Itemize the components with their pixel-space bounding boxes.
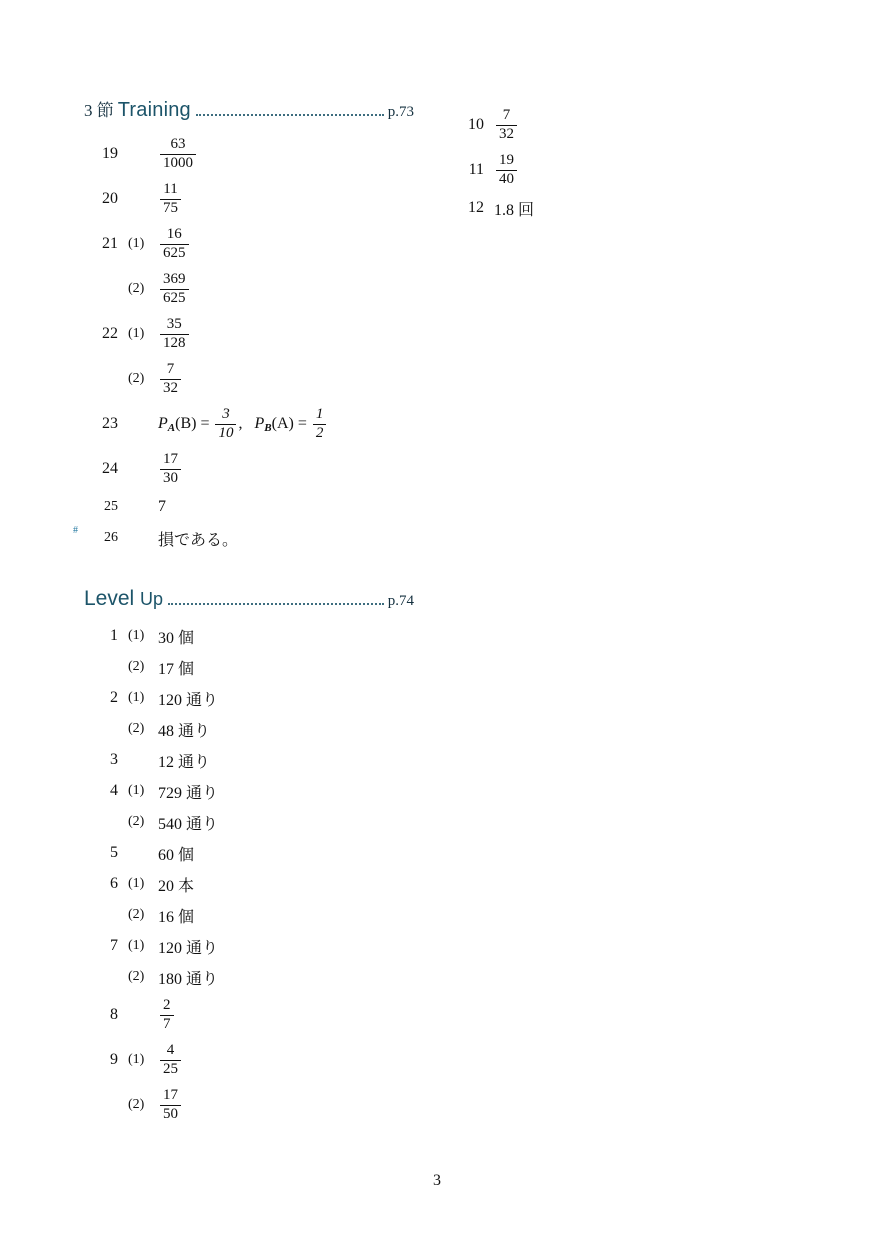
- fraction: [313, 407, 327, 442]
- fraction-denominator: 625: [163, 289, 186, 306]
- answer-row: [84, 267, 414, 311]
- comma-separator: ,: [238, 415, 243, 432]
- answer-row: [84, 931, 414, 961]
- item-sub: (1): [128, 628, 145, 643]
- item-number: 11: [468, 161, 484, 178]
- fraction-numerator: 1: [315, 405, 324, 422]
- answer-row: [450, 103, 690, 147]
- fraction-denominator: 75: [163, 199, 178, 216]
- answer-row: [84, 962, 414, 992]
- item-number: 7: [110, 937, 118, 954]
- probability-symbol-a: P: [158, 415, 168, 432]
- answer-row: [84, 993, 414, 1037]
- fraction-denominator: 32: [163, 379, 178, 396]
- fraction-numerator: 63: [170, 135, 186, 152]
- item-number: 8: [110, 1006, 118, 1023]
- item-number: 26: [104, 530, 118, 545]
- item-answer: 120 通り: [158, 691, 219, 709]
- item-answer: 30 個: [158, 629, 195, 647]
- item-answer: [158, 1043, 183, 1078]
- item-answer: [158, 182, 183, 217]
- section-page-ref: p.74: [387, 593, 414, 609]
- item-sub: (1): [128, 236, 145, 251]
- item-answer: [158, 227, 191, 262]
- equals-sign: =: [297, 415, 307, 432]
- leader-dots: [196, 113, 384, 116]
- item-answer: [158, 407, 328, 442]
- fraction-numerator: 7: [166, 360, 175, 377]
- section-title-levelup: [84, 587, 163, 611]
- item-number: 6: [110, 875, 118, 892]
- section-levelup: [84, 587, 414, 1127]
- answer-row: [84, 357, 414, 401]
- fraction: [496, 108, 517, 143]
- math-expression-conditional-probability: [158, 407, 328, 442]
- fraction-denominator: 25: [163, 1060, 178, 1077]
- fraction-numerator: 2: [163, 996, 171, 1013]
- item-sub: (2): [128, 371, 145, 386]
- item-answer: [158, 362, 183, 397]
- section-prefix: 3 節: [84, 101, 114, 120]
- answer-row: [84, 447, 414, 491]
- fraction-numerator: 19: [499, 151, 514, 168]
- answer-row: [84, 312, 414, 356]
- probability-symbol-b: P: [254, 415, 265, 432]
- item-answer: 20 本: [158, 877, 195, 895]
- item-number: 20: [102, 190, 118, 207]
- answer-row: [73, 523, 414, 553]
- fraction-denominator: 32: [499, 125, 514, 142]
- answer-row: [84, 652, 414, 682]
- item-sub: (1): [128, 1052, 145, 1067]
- levelup-title-a: Level: [84, 587, 135, 610]
- item-number: 5: [110, 844, 118, 861]
- answer-row: [84, 402, 414, 446]
- equals-sign: =: [200, 415, 210, 432]
- answer-row: [84, 807, 414, 837]
- item-sub: (1): [128, 938, 145, 953]
- answer-row: [84, 492, 414, 522]
- item-number: 3: [110, 751, 118, 768]
- item-sub: (1): [128, 876, 145, 891]
- fraction: [160, 317, 189, 352]
- item-answer: 1.8 回: [494, 201, 535, 219]
- item-answer: 12 通り: [158, 753, 211, 771]
- fraction-numerator: 3: [222, 405, 230, 422]
- item-answer: 17 個: [158, 660, 195, 678]
- answer-row: [450, 148, 690, 192]
- item-sub: (2): [128, 281, 145, 296]
- fraction: [160, 227, 189, 262]
- item-sub: (1): [128, 690, 145, 705]
- fraction-denominator: 50: [163, 1105, 178, 1122]
- answer-row: [84, 714, 414, 744]
- left-column: [73, 96, 414, 1128]
- fraction-numerator: 4: [166, 1041, 175, 1058]
- supplement-marker: #: [73, 525, 78, 536]
- fraction-numerator: 16: [166, 225, 182, 242]
- item-number: 9: [110, 1051, 118, 1068]
- probability-argument-a: (B): [175, 415, 197, 432]
- item-sub: (2): [128, 814, 145, 829]
- item-sub: (2): [128, 1097, 145, 1112]
- fraction-denominator: 2: [315, 424, 324, 441]
- fraction-denominator: 128: [163, 334, 186, 351]
- item-number: 21: [102, 235, 118, 252]
- answer-row: [84, 838, 414, 868]
- item-answer: [158, 998, 176, 1033]
- item-sub: (2): [128, 659, 145, 674]
- item-answer: [494, 108, 519, 143]
- page-number: 3: [433, 1172, 441, 1189]
- item-number: 4: [110, 782, 118, 799]
- item-number: 2: [110, 689, 118, 706]
- item-answer: [158, 317, 191, 352]
- fraction: [160, 137, 196, 172]
- probability-subscript-b: B: [264, 422, 272, 434]
- answer-row: [84, 683, 414, 713]
- fraction-numerator: 7: [502, 106, 511, 123]
- item-sub: (1): [128, 783, 145, 798]
- item-sub: (2): [128, 721, 145, 736]
- fraction: [160, 182, 181, 217]
- answer-row: [84, 222, 414, 266]
- fraction-denominator: 625: [163, 244, 186, 261]
- section-page-ref: p.73: [387, 104, 414, 120]
- answer-row: [84, 132, 414, 176]
- item-answer: 60 個: [158, 846, 195, 864]
- item-answer: [158, 272, 191, 307]
- fraction: [160, 272, 189, 307]
- item-number: 22: [102, 325, 118, 342]
- fraction-denominator: 40: [499, 170, 514, 187]
- item-sub: (1): [128, 326, 145, 341]
- item-number: 25: [104, 499, 118, 514]
- item-answer: 16 個: [158, 908, 195, 926]
- item-number: 19: [102, 145, 118, 162]
- answer-row: [84, 745, 414, 775]
- item-answer: 729 通り: [158, 784, 219, 802]
- answer-row: [84, 869, 414, 899]
- answer-row: [84, 776, 414, 806]
- item-number: 23: [102, 415, 118, 432]
- fraction-numerator: 17: [163, 1086, 178, 1103]
- right-column: [450, 103, 690, 224]
- item-answer: [158, 137, 198, 172]
- item-answer: 120 通り: [158, 939, 219, 957]
- section-title: Training: [117, 99, 191, 121]
- answer-row: [84, 621, 414, 651]
- levelup-title-b: Up: [140, 589, 164, 609]
- item-answer: [494, 153, 519, 188]
- section-heading-levelup: [84, 587, 414, 611]
- fraction-denominator: 10: [218, 424, 234, 441]
- leader-dots: [168, 602, 384, 605]
- probability-subscript-a: A: [167, 422, 176, 434]
- fraction-numerator: 369: [163, 270, 186, 287]
- fraction-numerator: 17: [163, 450, 178, 467]
- fraction: [160, 1088, 181, 1123]
- fraction-denominator: 7: [163, 1015, 171, 1032]
- fraction-denominator: 1000: [163, 154, 193, 171]
- fraction-numerator: 35: [166, 315, 182, 332]
- fraction: [160, 452, 181, 487]
- item-sub: (2): [128, 907, 145, 922]
- item-answer: 540 通り: [158, 815, 219, 833]
- fraction-numerator: 11: [163, 180, 178, 197]
- item-answer: 7: [158, 498, 166, 515]
- fraction: [496, 153, 517, 188]
- item-number: 10: [468, 116, 484, 133]
- answer-row: [84, 177, 414, 221]
- fraction: [160, 362, 181, 397]
- fraction: [215, 407, 236, 442]
- answer-row: [450, 193, 690, 223]
- answer-row: [84, 900, 414, 930]
- answer-row: [84, 1038, 414, 1082]
- fraction: [160, 1043, 181, 1078]
- item-number: 1: [110, 627, 118, 644]
- item-answer: [158, 1088, 183, 1123]
- section-heading-training: [84, 96, 414, 122]
- item-answer: [158, 452, 183, 487]
- probability-argument-b: (A): [271, 415, 294, 432]
- item-answer: 損である。: [158, 531, 239, 549]
- item-number: 12: [468, 199, 484, 216]
- item-answer: 180 通り: [158, 970, 219, 988]
- item-answer: 48 通り: [158, 722, 211, 740]
- item-sub: (2): [128, 969, 145, 984]
- fraction-denominator: 30: [163, 469, 178, 486]
- item-number: 24: [102, 460, 118, 477]
- answer-row: [84, 1083, 414, 1127]
- fraction: [160, 998, 174, 1033]
